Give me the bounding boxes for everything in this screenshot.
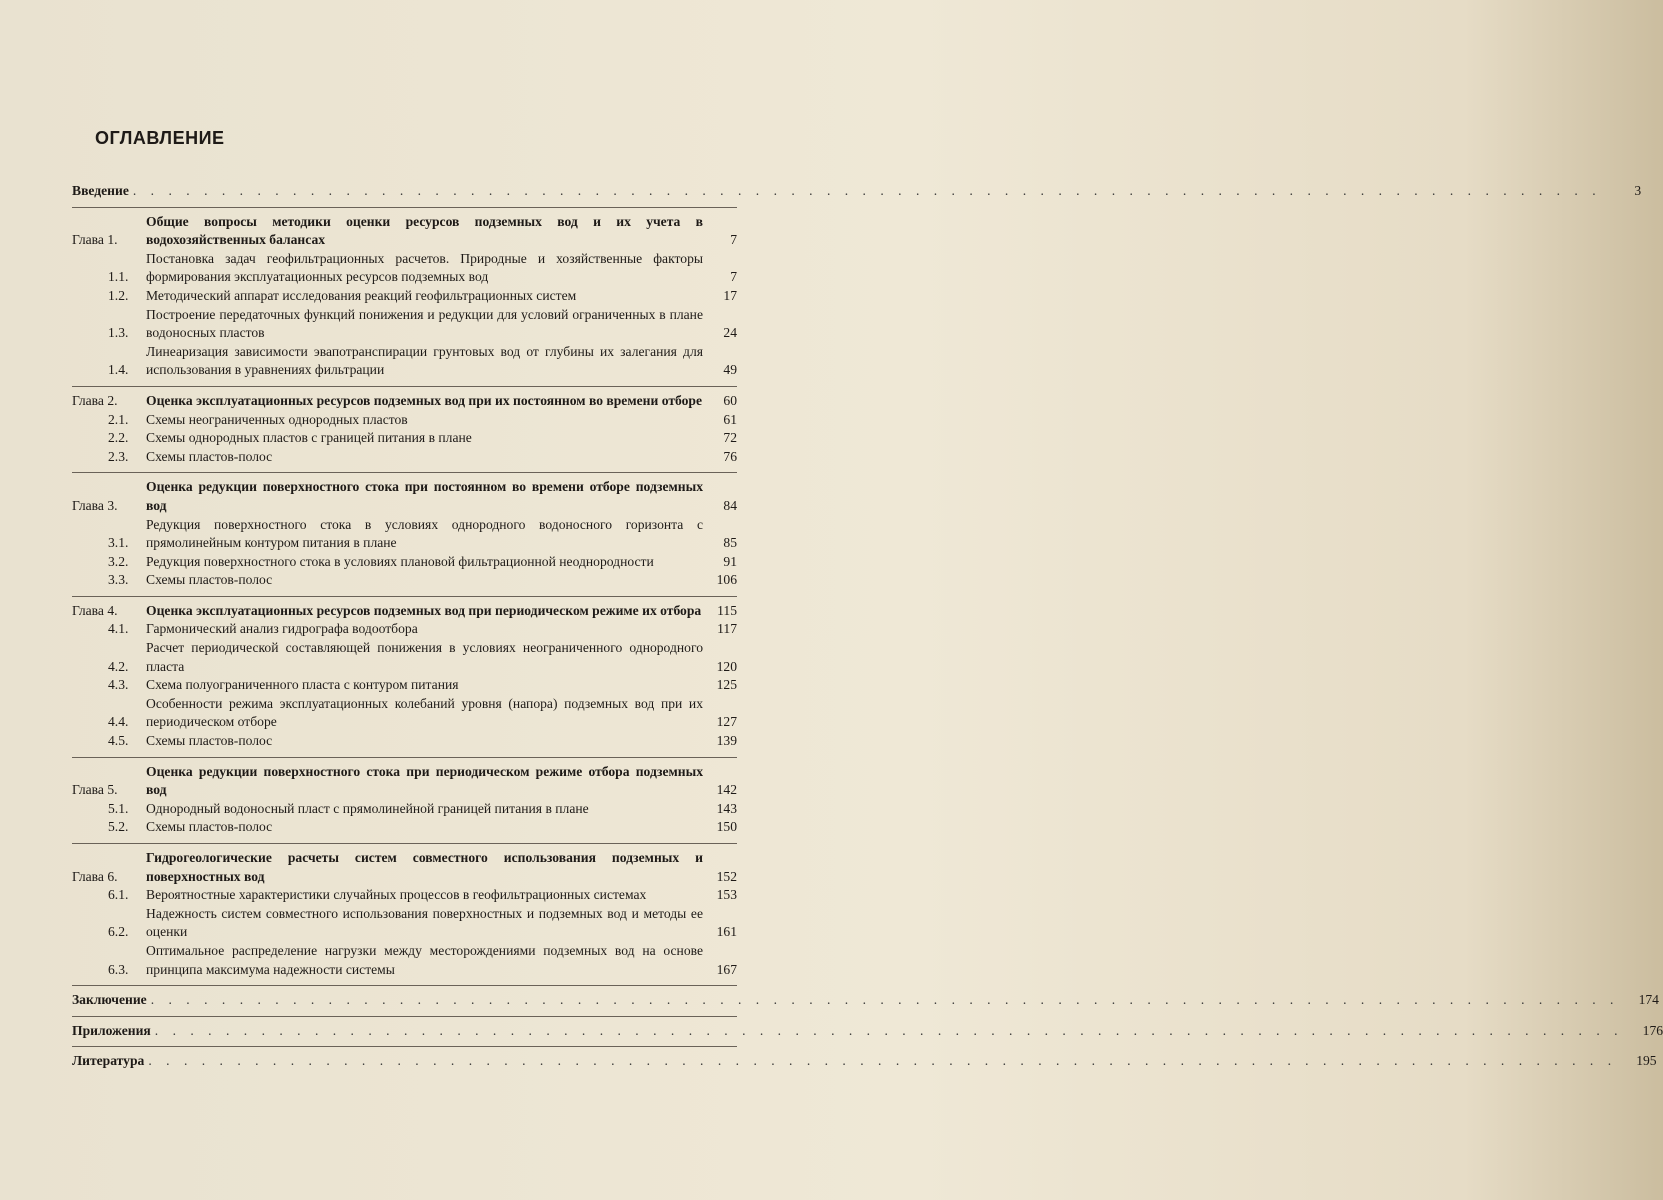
chapter-page: 60 (723, 392, 737, 408)
toc-section[interactable] (72, 639, 737, 676)
chapter-label: Глава 4. (72, 602, 118, 618)
toc-section[interactable] (72, 732, 737, 751)
divider (72, 472, 737, 473)
entry-page: 176 (1642, 1022, 1663, 1038)
entry-label: Заключение (72, 992, 147, 1008)
toc-section[interactable] (72, 695, 737, 732)
divider (72, 1016, 737, 1017)
chapter-title: Гидрогеологические расчеты систем совместного использования подземных и поверхностных вод (146, 850, 703, 884)
toc-section[interactable] (72, 620, 737, 639)
toc-section[interactable] (72, 287, 737, 306)
section-title: Гармонический анализ гидрографа водоотбора (146, 621, 418, 637)
chapter-title: Оценка редукции поверхностного стока при постоянном во времени отборе подземных вод (146, 479, 703, 513)
section-number: 4.2. (108, 658, 129, 674)
section-page: 91 (723, 553, 737, 569)
section-title: Построение передаточных функций понижения и редукции для условий ограниченных в плане водоносных пластов (146, 306, 703, 341)
section-page: 106 (716, 572, 737, 588)
section-number: 3.2. (108, 553, 129, 569)
chapter-label: Глава 3. (72, 497, 118, 513)
page-title: ОГЛАВЛЕНИЕ (95, 128, 225, 148)
section-title: Редукция поверхностного стока в условиях плановой фильтрационной неоднородности (146, 553, 654, 569)
chapter-page: 115 (717, 602, 737, 618)
entry-page: 174 (1638, 992, 1659, 1008)
chapter-title: Оценка эксплуатационных ресурсов подземных вод при их постоянном во времени отборе (146, 392, 703, 408)
toc-section[interactable] (72, 942, 737, 979)
section-number: 3.1. (108, 535, 129, 551)
toc-section[interactable] (72, 306, 737, 343)
toc-chapter[interactable] (72, 213, 737, 250)
toc-section[interactable] (72, 343, 737, 380)
toc-section[interactable] (72, 905, 737, 942)
section-page: 61 (723, 411, 737, 427)
section-title: Схемы пластов-полос (146, 448, 273, 464)
chapter-label: Глава 5. (72, 782, 118, 798)
section-page: 7 (730, 269, 737, 285)
toc-chapter-group (72, 213, 737, 380)
section-number: 2.2. (108, 430, 129, 446)
toc-chapter-group (72, 849, 737, 979)
leader-dots: . . . . . . . . . . . . . . . . . . . . . . . . . . . . . . . . . . . . . . . . . . . . . . . . . . . . . . . . . . . . . . . . . . . . . . . . . . . . . . . . . . . (150, 992, 1619, 1008)
toc-section[interactable] (72, 553, 737, 572)
section-number: 6.2. (108, 924, 129, 940)
section-number: 2.3. (108, 448, 129, 464)
section-title: Линеаризация зависимости эвапотранспирации грунтовых вод от глубины их залегания для использования в уравнениях фильтрации (146, 343, 703, 378)
section-title: Оптимальное распределение нагрузки между месторождениями подземных вод на основе принципа максимума надежности системы (146, 942, 703, 977)
divider (72, 843, 737, 844)
chapter-title: Оценка редукции поверхностного стока при периодическом режиме отбора подземных вод (146, 763, 703, 798)
divider (72, 386, 737, 387)
toc-chapter[interactable] (72, 392, 737, 411)
divider (72, 596, 737, 597)
toc-conclusion[interactable] (72, 991, 1659, 1010)
section-number: 4.1. (108, 621, 129, 637)
chapter-page: 142 (716, 782, 737, 798)
toc-chapter[interactable] (72, 849, 737, 886)
toc-section[interactable] (72, 886, 737, 905)
section-page: 127 (716, 714, 737, 730)
section-title: Надежность систем совместного использования поверхностных и подземных вод и методы ее оценки (146, 905, 703, 940)
toc-section[interactable] (72, 818, 737, 837)
divider (72, 1046, 737, 1047)
section-title: Схемы пластов-полос (146, 733, 273, 749)
section-number: 1.3. (108, 325, 129, 341)
toc-section[interactable] (72, 676, 737, 695)
section-title: Особенности режима эксплуатационных колебаний уровня (напора) подземных вод при их периодическом отборе (146, 695, 703, 730)
section-page: 161 (716, 924, 737, 940)
toc-section[interactable] (72, 516, 737, 553)
section-title: Методический аппарат исследования реакций геофильтрационных систем (146, 287, 577, 303)
section-title: Вероятностные характеристики случайных процессов в геофильтрационных системах (146, 887, 647, 903)
section-number: 4.5. (108, 733, 129, 749)
entry-label: Введение (72, 183, 129, 198)
chapter-page: 84 (723, 497, 737, 513)
section-title: Постановка задач геофильтрационных расчетов. Природные и хозяйственные факторы формирования эксплуатационных ресурсов подземных вод (146, 250, 703, 285)
divider (72, 757, 737, 758)
chapter-label: Глава 2. (72, 392, 118, 408)
leader-dots: . . . . . . . . . . . . . . . . . . . . . . . . . . . . . . . . . . . . . . . . . . . . . . . . . . . . . . . . . . . . . . . . . . . . . . . . . . . . . . . . . . . (154, 1022, 1624, 1038)
entry-label: Литература (72, 1053, 145, 1069)
toc-chapter[interactable] (72, 763, 737, 800)
toc-section[interactable] (72, 800, 737, 819)
section-page: 17 (723, 287, 737, 303)
section-number: 5.2. (108, 819, 129, 835)
section-title: Схемы неограниченных однородных пластов (146, 411, 408, 427)
section-page: 49 (723, 362, 737, 378)
section-number: 1.4. (108, 362, 129, 378)
toc-chapter-group (72, 763, 737, 837)
section-number: 5.1. (108, 800, 129, 816)
section-page: 153 (716, 887, 737, 903)
entry-page: 3 (1634, 183, 1642, 198)
section-title: Однородный водоносный пласт с прямолинейной границей питания в плане (146, 800, 589, 816)
chapter-page: 7 (730, 232, 737, 248)
chapter-page: 152 (716, 868, 737, 884)
section-page: 143 (716, 800, 737, 816)
divider (72, 985, 737, 986)
section-number: 1.1. (108, 269, 129, 285)
toc-appendices[interactable] (72, 1022, 1663, 1041)
section-page: 120 (716, 658, 737, 674)
entry-page: 195 (1636, 1053, 1657, 1069)
section-number: 6.1. (108, 887, 129, 903)
toc-section[interactable] (72, 250, 737, 287)
section-number: 4.3. (108, 677, 129, 693)
chapter-label: Глава 6. (72, 868, 118, 884)
section-number: 1.2. (108, 287, 129, 303)
section-page: 85 (723, 535, 737, 551)
toc-section[interactable] (72, 571, 737, 590)
toc-chapter[interactable] (72, 478, 737, 515)
chapter-label: Глава 1. (72, 232, 118, 248)
section-page: 139 (716, 733, 737, 749)
section-number: 6.3. (108, 961, 129, 977)
toc-chapter-group (72, 602, 737, 751)
section-page: 76 (723, 448, 737, 464)
section-title: Схема полуограниченного пласта с контуром питания (146, 677, 459, 693)
section-title: Расчет периодической составляющей понижения в условиях неограниченного однородного пласта (146, 640, 703, 674)
divider (72, 207, 737, 208)
section-page: 150 (716, 819, 737, 835)
leader-dots: . . . . . . . . . . . . . . . . . . . . . . . . . . . . . . . . . . . . . . . . . . . . . . . . . . . . . . . . . . . . . . . . . . . . . . . . . . . . . . . . . . . (132, 183, 1602, 198)
table-of-contents (72, 179, 1663, 1071)
section-page: 125 (716, 677, 737, 693)
section-page: 167 (716, 961, 737, 977)
section-page: 24 (723, 325, 737, 341)
toc-chapter-group (72, 478, 737, 590)
section-page: 117 (717, 621, 737, 637)
section-title: Схемы однородных пластов с границей питания в плане (146, 430, 472, 446)
toc-literature[interactable] (72, 1052, 1657, 1071)
section-number: 4.4. (108, 714, 129, 730)
chapter-title: Общие вопросы методики оценки ресурсов подземных вод и их учета в водохозяйственных балансах (146, 213, 703, 248)
toc-intro[interactable] (72, 182, 1642, 201)
toc-chapter-group (72, 392, 737, 466)
chapter-title: Оценка эксплуатационных ресурсов подземных вод при периодическом режиме их отбора (146, 602, 702, 618)
section-title: Схемы пластов-полос (146, 572, 273, 588)
section-title: Редукция поверхностного стока в условиях однородного водоносного горизонта с прямолинейным контуром питания в плане (146, 516, 703, 551)
toc-chapter[interactable] (72, 602, 737, 621)
section-page: 72 (723, 430, 737, 446)
toc-section[interactable] (72, 448, 737, 467)
section-number: 2.1. (108, 411, 129, 427)
toc-section[interactable] (72, 411, 737, 430)
toc-section[interactable] (72, 429, 737, 448)
section-title: Схемы пластов-полос (146, 819, 273, 835)
entry-label: Приложения (72, 1022, 151, 1038)
section-number: 3.3. (108, 572, 129, 588)
leader-dots: . . . . . . . . . . . . . . . . . . . . . . . . . . . . . . . . . . . . . . . . . . . . . . . . . . . . . . . . . . . . . . . . . . . . . . . . . . . . . . . . . . . (148, 1053, 1617, 1069)
